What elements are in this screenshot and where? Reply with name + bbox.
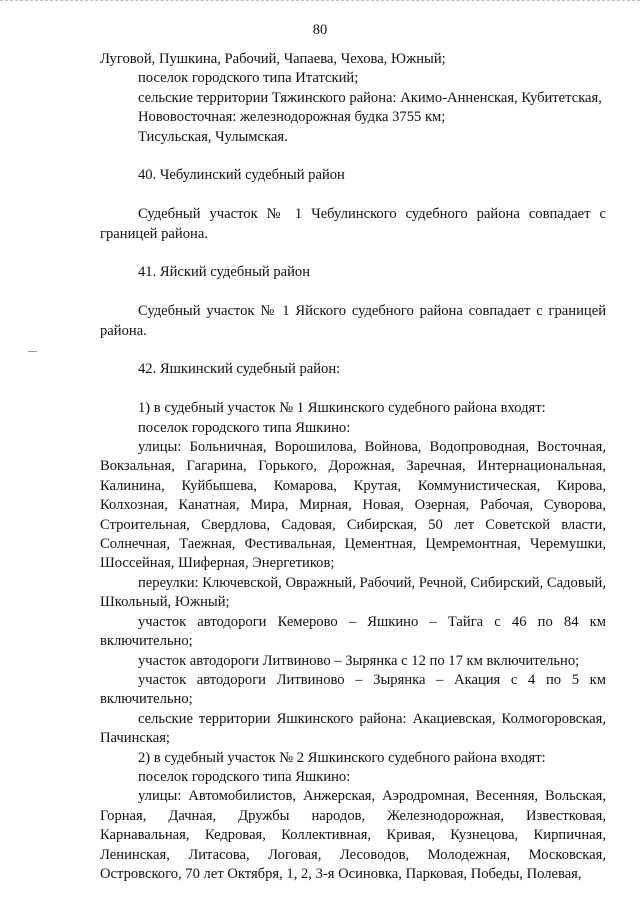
- paragraph: поселок городского типа Яшкино:: [138, 768, 351, 785]
- paragraph: Луговой, Пушкина, Рабочий, Чапаева, Чехова, Южный;: [100, 51, 446, 67]
- paragraph: 40. Чебулинский судебный район: [138, 167, 345, 184]
- paragraph: 1) в судебный участок № 1 Яшкинского судебного района входят:: [138, 400, 546, 417]
- paragraph: улицы: Автомобилистов, Анжерская, Аэродромная, Весенняя, Вольская, Горная, Дачная, Дружбы народов, Железнодорожная, Известковая, Карнавальная, Кедровая, Коллективная, Кривая, Кузнецова, Кирпичная, Ленинская, Литасова, Логовая, Лесоводов, Молодежная, Московская, Островского, 70 лет Октября, 1, 2, 3-я Осиновка, Парковая, Победы, Полевая,: [100, 788, 606, 882]
- page-number: 80: [312, 22, 328, 38]
- paragraph: сельские территории Тяжинского района: Акимо-Анненская, Кубитетская,: [138, 89, 602, 106]
- paragraph: поселок городского типа Яшкино:: [138, 419, 351, 436]
- paragraph: поселок городского типа Итатский;: [138, 70, 359, 87]
- paragraph: Судебный участок № 1 Яйского судебного района совпадает с границей района.: [100, 303, 606, 339]
- paragraph: участок автодороги Литвиново – Зырянка – Акация с 4 по 5 км включительно;: [100, 671, 606, 708]
- paragraph: Судебный участок № 1 Чебулинского судебного района совпадает с границей района.: [100, 206, 606, 242]
- paragraph: Нововосточная: железнодорожная будка 3755 км;: [138, 109, 446, 126]
- paragraph: участок автодороги Кемерово – Яшкино – Тайга с 46 по 84 км включительно;: [100, 613, 606, 650]
- document-body: [100, 50, 606, 884]
- top-scan-border: [0, 0, 640, 2]
- paragraph: 41. Яйский судебный район: [138, 264, 311, 281]
- paragraph: 42. Яшкинский судебный район:: [138, 361, 341, 378]
- paragraph: участок автодороги Литвиново – Зырянка с 12 по 17 км включительно;: [138, 652, 580, 669]
- paragraph: улицы: Больничная, Ворошилова, Войнова, Водопроводная, Восточная, Вокзальная, Гагарина, Горького, Дорожная, Заречная, Интернациональная, Калинина, Куйбышева, Комарова, Крутая, Коммунистическая, Кирова, Колхозная, Канатная, Мира, Мирная, Новая, Озерная, Рабочая, Суворова, Строительная, Свердлова, Садовая, Сибирская, 50 лет Советской власти, Солнечная, Таежная, Фестивальная, Цементная, Цемремонтная, Черемушки, Шоссейная, Шиферная, Энергетиков;: [100, 439, 606, 572]
- paragraph: Тисульская, Чулымская.: [138, 128, 288, 145]
- paragraph: сельские территории Яшкинского района: Акациевская, Колмогоровская, Пачинская;: [100, 710, 606, 747]
- margin-mark: [28, 351, 37, 352]
- paragraph: переулки: Ключевской, Овражный, Рабочий, Речной, Сибирский, Садовый, Школьный, Южный;: [100, 574, 606, 611]
- paragraph: 2) в судебный участок № 2 Яшкинского судебного района входят:: [138, 749, 546, 766]
